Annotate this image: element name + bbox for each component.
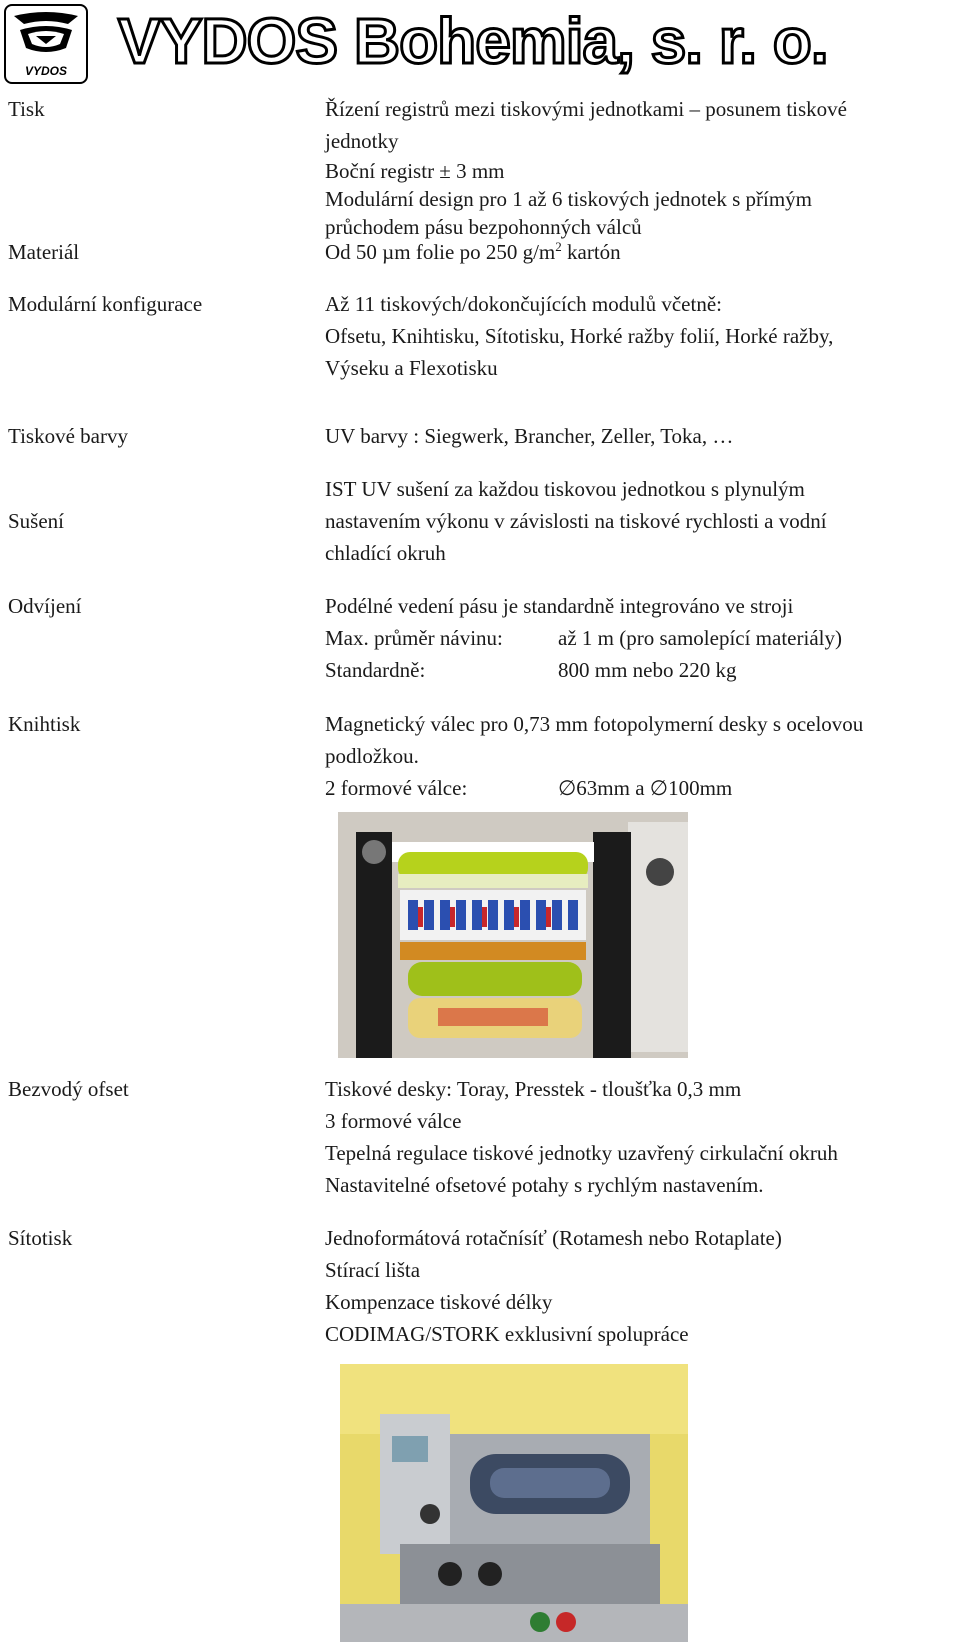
knihtisk-valce-value: ∅63mm a ∅100mm xyxy=(558,776,733,800)
tisk-line-2: jednotky xyxy=(325,129,399,153)
tisk-line-5: průchodem pásu bezpohonných válců xyxy=(325,215,642,239)
bezvody-line-1: Tiskové desky: Toray, Presstek - tloušťka 0,3 mm xyxy=(325,1077,742,1101)
knihtisk-line-1: Magnetický válec pro 0,73 mm fotopolymerní desky s ocelovou xyxy=(325,712,864,736)
odvijeni-std-label: Standardně: xyxy=(325,658,426,682)
knihtisk-line-2: podložkou. xyxy=(325,744,419,768)
label-knihtisk: Knihtisk xyxy=(8,712,81,736)
page-header xyxy=(0,0,960,92)
suseni-line-1: IST UV sušení za každou tiskovou jednotkou s plynulým xyxy=(325,477,805,501)
tisk-line-1: Řízení registrů mezi tiskovými jednotkami – posunem tiskové xyxy=(325,97,848,121)
letterpress-photo xyxy=(338,812,688,1058)
knihtisk-valce-label: 2 formové válce: xyxy=(325,776,468,800)
label-modular: Modulární konfigurace xyxy=(8,292,203,316)
label-bezvody: Bezvodý ofset xyxy=(8,1077,129,1101)
modular-line-3: Výseku a Flexotisku xyxy=(325,356,498,380)
barvy-line-1: UV barvy : Siegwerk, Brancher, Zeller, Toka, … xyxy=(325,424,734,448)
bezvody-line-4: Nastavitelné ofsetové potahy s rychlým nastavením. xyxy=(325,1173,764,1197)
company-name: VYDOS Bohemia, s. r. o. xyxy=(118,5,828,77)
odvijeni-line-1: Podélné vedení pásu je standardně integrováno ve stroji xyxy=(325,594,794,618)
modular-line-1: Až 11 tiskových/dokončujících modulů včetně: xyxy=(325,292,722,316)
label-tisk: Tisk xyxy=(8,97,45,121)
vydos-logo xyxy=(4,4,88,84)
modular-line-2: Ofsetu, Knihtisku, Sítotisku, Horké ražby folií, Horké ražby, xyxy=(325,324,834,348)
sitotisk-line-2: Stírací lišta xyxy=(325,1258,421,1282)
label-suseni: Sušení xyxy=(8,509,65,533)
suseni-line-2: nastavením výkonu v závislosti na tiskové rychlosti a vodní xyxy=(325,509,827,533)
sitotisk-line-4: CODIMAG/STORK exklusivní spolupráce xyxy=(325,1322,689,1346)
odvijeni-max-label: Max. průměr návinu: xyxy=(325,626,503,650)
logo-text: VYDOS xyxy=(24,64,67,78)
odvijeni-max-value: až 1 m (pro samolepící materiály) xyxy=(558,626,842,650)
suseni-line-3: chladící okruh xyxy=(325,541,446,565)
bezvody-line-3: Tepelná regulace tiskové jednotky uzavřený cirkulační okruh xyxy=(325,1141,838,1165)
material-text: Od 50 µm folie po 250 $g/m^2$ kartón xyxy=(325,239,621,264)
tisk-line-4: Modulární design pro 1 až 6 tiskových jednotek s přímým xyxy=(325,187,813,211)
screen-printing-photo xyxy=(340,1364,688,1642)
bezvody-line-2: 3 formové válce xyxy=(325,1109,462,1133)
label-sitotisk: Sítotisk xyxy=(8,1226,73,1250)
label-barvy: Tiskové barvy xyxy=(8,424,128,448)
label-odvijeni: Odvíjení xyxy=(8,594,82,618)
label-material: Materiál xyxy=(8,240,80,264)
sitotisk-line-3: Kompenzace tiskové délky xyxy=(325,1290,553,1314)
tisk-line-3: Boční registr ± 3 mm xyxy=(325,159,505,183)
odvijeni-std-value: 800 mm nebo 220 kg xyxy=(558,658,737,682)
sitotisk-line-1: Jednoformátová rotačnísíť (Rotamesh nebo Rotaplate) xyxy=(325,1226,782,1250)
